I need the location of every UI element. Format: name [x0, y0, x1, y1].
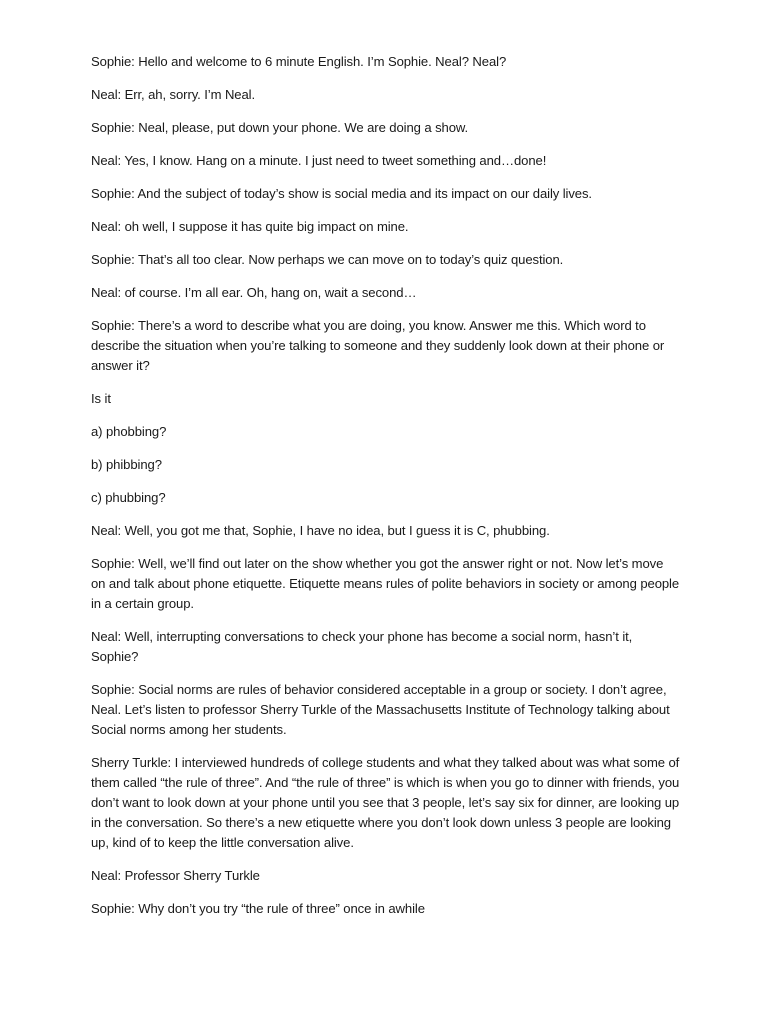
- paragraph-10: Is it: [91, 391, 111, 406]
- paragraph-14: Neal: Well, you got me that, Sophie, I have no idea, but I guess it is C, phubbing.: [91, 523, 550, 538]
- paragraph-3: Sophie: Neal, please, put down your phone. We are doing a show.: [91, 120, 469, 135]
- paragraph-19: Neal: Professor Sherry Turkle: [91, 868, 260, 883]
- paragraph-6: Neal: oh well, I suppose it has quite big impact on mine.: [91, 219, 409, 234]
- paragraph-2: Neal: Err, ah, sorry. I’m Neal.: [91, 87, 256, 102]
- paragraph-17: Sophie: Social norms are rules of behavior considered acceptable in a group or society. I don’t agree, Neal. Let’s listen to professor Sherry Turkle of the Massachusetts Institute of Technology talking about Social norms among her students.: [91, 682, 670, 737]
- document-body: [91, 52, 681, 932]
- paragraph-1: Sophie: Hello and welcome to 6 minute English. I’m Sophie. Neal? Neal?: [91, 54, 507, 69]
- paragraph-4: Neal: Yes, I know. Hang on a minute. I just need to tweet something and…done!: [91, 153, 547, 168]
- paragraph-16: Neal: Well, interrupting conversations to check your phone has become a social norm, hasn’t it, Sophie?: [91, 629, 633, 664]
- paragraph-7: Sophie: That’s all too clear. Now perhaps we can move on to today’s quiz question.: [91, 252, 564, 267]
- paragraph-15: Sophie: Well, we’ll find out later on the show whether you got the answer right or not. Now let’s move on and talk about phone etiquette. Etiquette means rules of polite behaviors in society or among people in a certain group.: [91, 556, 680, 611]
- paragraph-18: Sherry Turkle: I interviewed hundreds of college students and what they talked about was what some of them called “the rule of three”. And “the rule of three” is which is when you go to dinner with friends, you don’t want to look down at your phone until you see that 3 people, let’s say six for dinner, are looking up in the conversation. So there’s a new etiquette where you don’t look down unless 3 people are looking up, kind of to keep the little conversation alive.: [91, 755, 680, 850]
- paragraph-9: Sophie: There’s a word to describe what you are doing, you know. Answer me this. Which word to describe the situation when you’re talking to someone and they suddenly look down at their phone or answer it?: [91, 318, 665, 373]
- paragraph-5: Sophie: And the subject of today’s show is social media and its impact on our daily lives.: [91, 186, 592, 201]
- quiz-option-c: c) phubbing?: [91, 490, 166, 505]
- paragraph-8: Neal: of course. I’m all ear. Oh, hang on, wait a second…: [91, 285, 417, 300]
- paragraph-20: Sophie: Why don’t you try “the rule of three” once in awhile: [91, 901, 425, 916]
- quiz-option-b: b) phibbing?: [91, 457, 162, 472]
- quiz-option-a: a) phobbing?: [91, 424, 167, 439]
